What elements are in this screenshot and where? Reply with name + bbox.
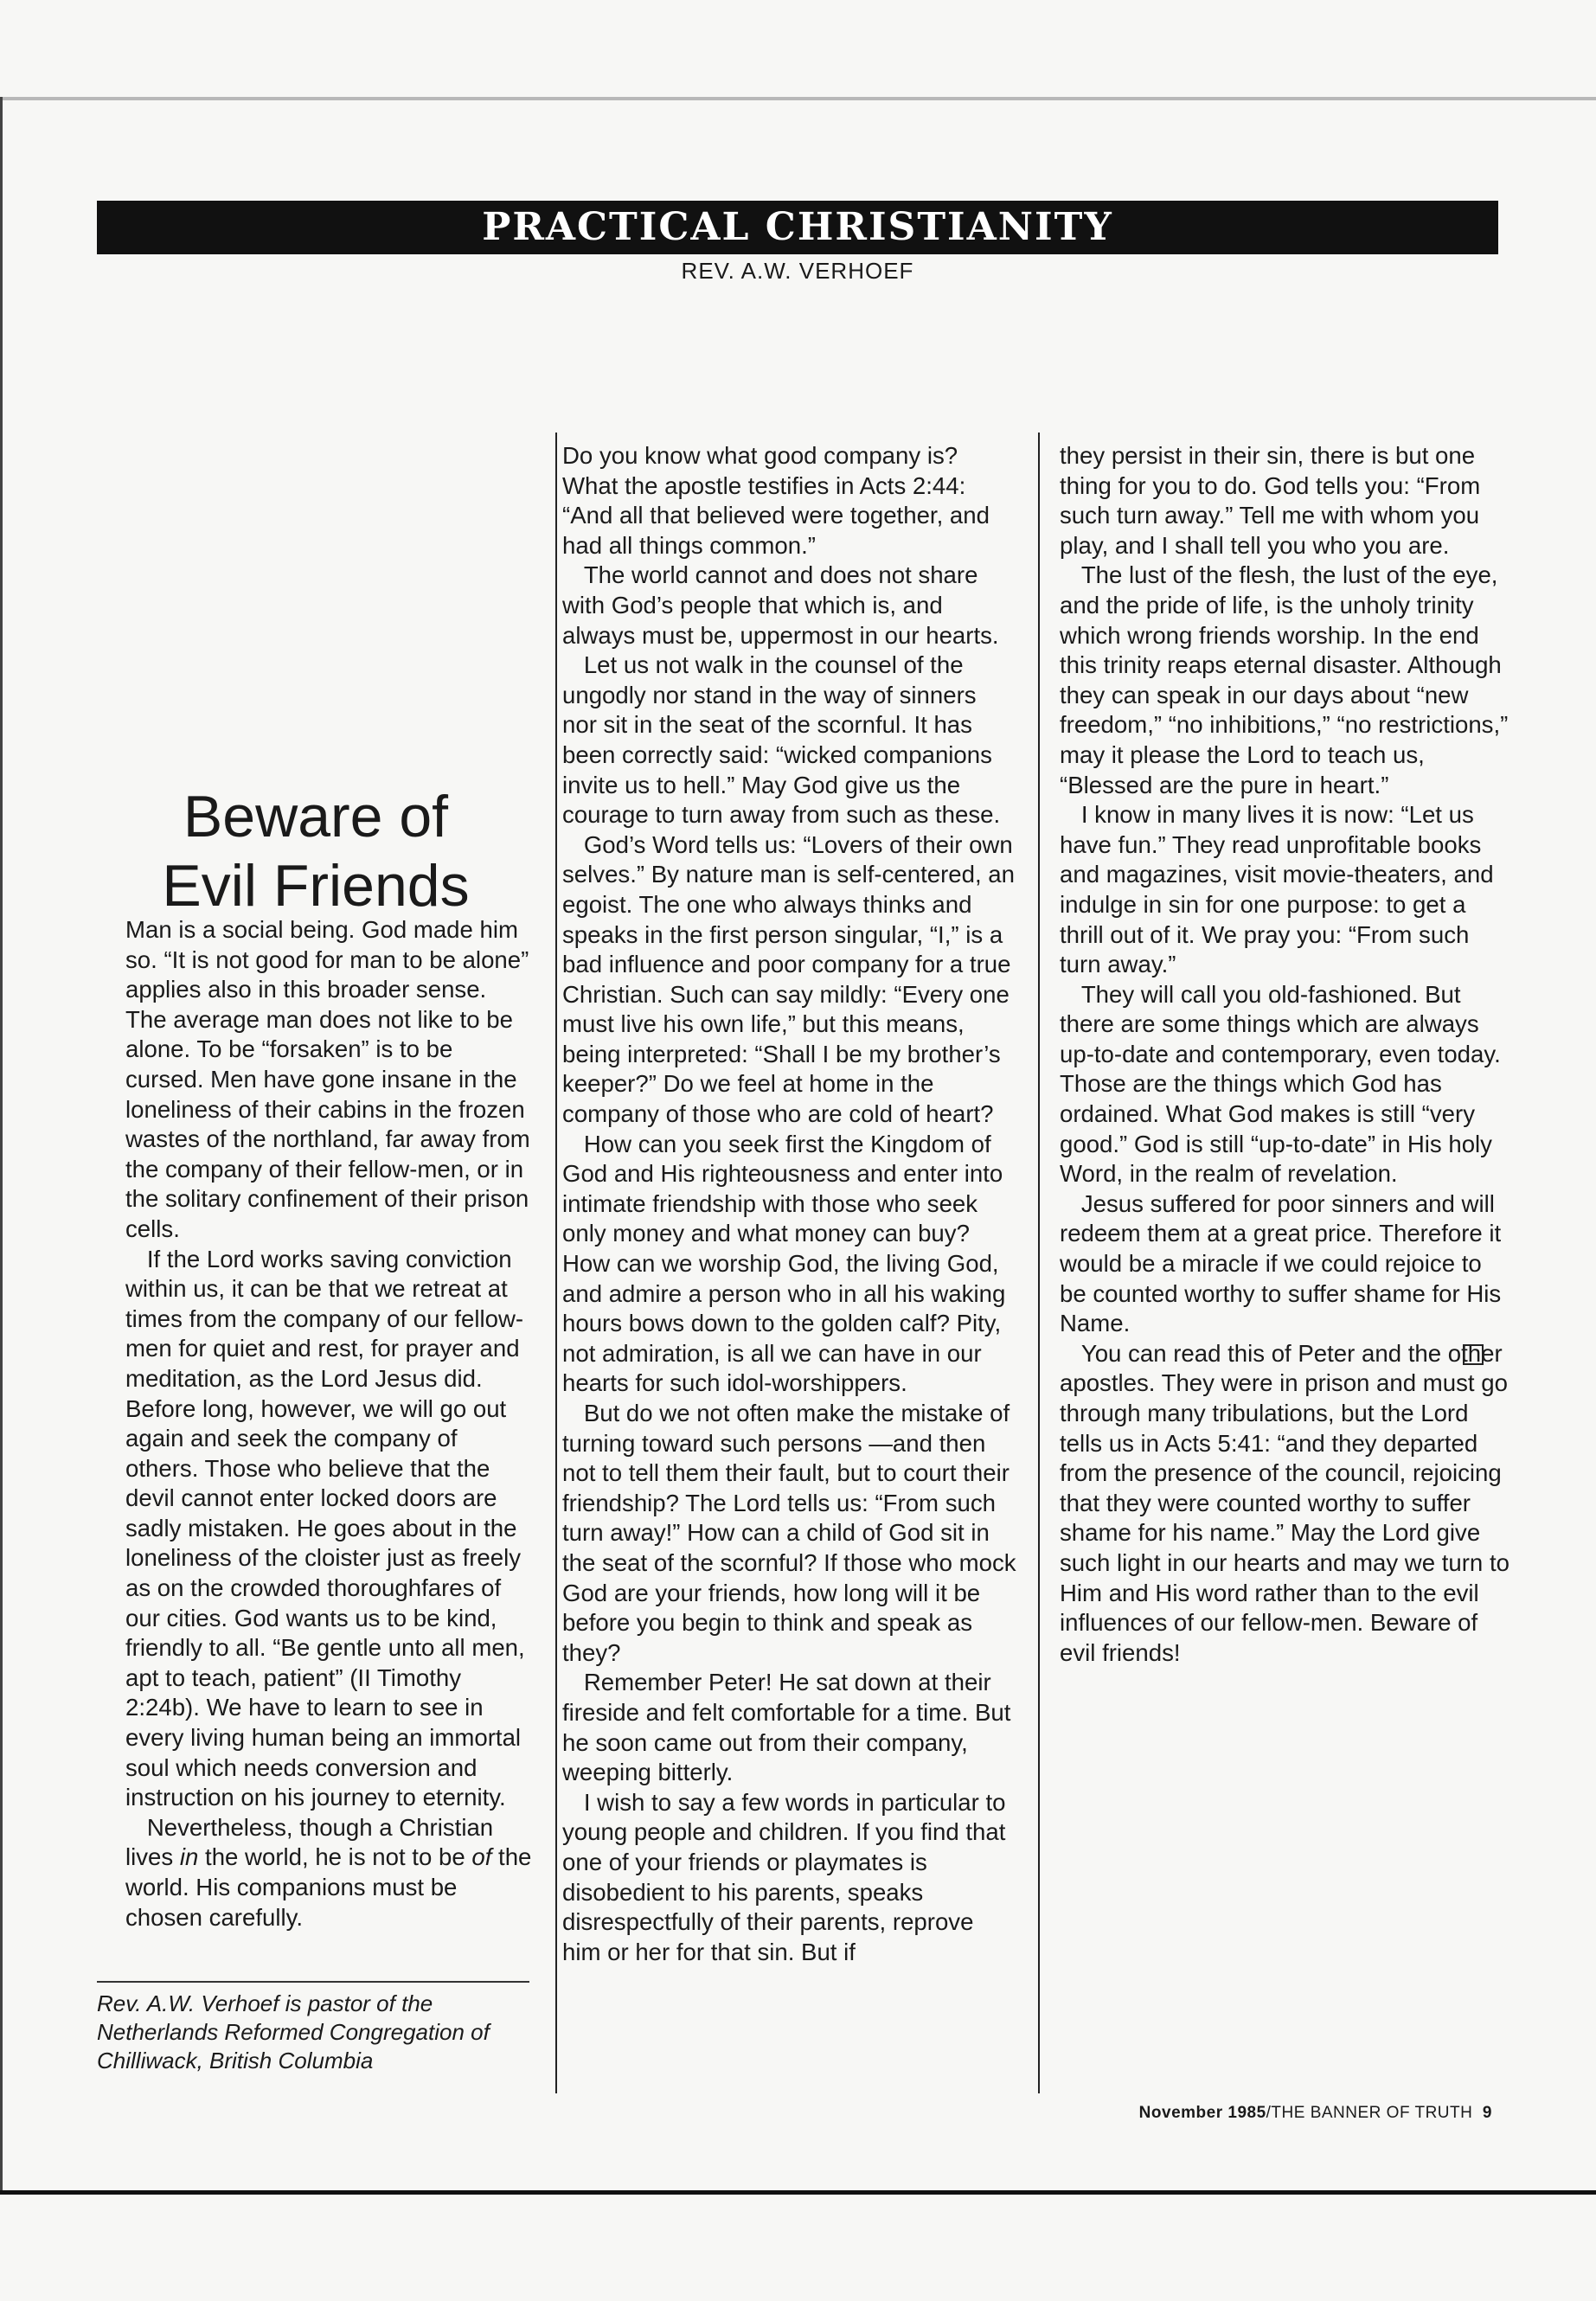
bio-divider <box>97 1981 529 1983</box>
paragraph: Let us not walk in the counsel of the ungodly nor stand in the way of sinners nor sit in the seat of the scornful. It has been correctly said: “wicked companions invite us to hell.” May God give us the courage to turn away from such as these. <box>562 651 1001 829</box>
column-1 <box>125 915 532 1932</box>
paragraph: The lust of the flesh, the lust of the eye, and the pride of life, is the unholy trinity which wrong friends worship. In the end this trinity reaps eternal disaster. Although they can speak in our days about “new freedom,” “no inhibitions,” “no restrictions,” may it please the Lord to teach us, “Blessed are the pure in heart.” <box>1060 561 1509 798</box>
paragraph: Jesus suffered for poor sinners and will redeem them at a great price. Therefore it would be a miracle if we could rejoice to be counted worthy to suffer shame for His Name. <box>1060 1189 1502 1337</box>
page-footer <box>1139 2104 1492 2123</box>
page-top-edge <box>0 97 1596 100</box>
paragraph <box>125 1813 532 1932</box>
page-number: 9 <box>1482 2104 1492 2122</box>
paragraph: The world cannot and does not share with God’s people that which is, and always must be, uppermost in our hearts. <box>562 561 999 649</box>
paragraph <box>1060 1339 1509 1669</box>
paragraph: How can you seek first the Kingdom of God and His righteousness and enter into intimate friendship with those who seek only money and what money can buy? How can we worship God, the living God, and admire a person who in all his waking hours bows down to the golden calf? Pity, not admiration, is all we can have in our hearts for such idol-worshippers. <box>562 1130 1006 1397</box>
column-divider <box>555 433 557 2093</box>
column-2 <box>562 441 1016 1967</box>
italic-word: of <box>471 1843 492 1871</box>
article-title <box>99 782 532 920</box>
page-left-edge <box>0 97 3 2195</box>
section-banner: PRACTICAL CHRISTIANITY <box>97 201 1498 254</box>
column-3 <box>1060 441 1509 1668</box>
italic-word: in <box>179 1843 199 1871</box>
text-run: the world, he is not to be <box>198 1843 472 1871</box>
title-line-2: Evil Friends <box>162 852 470 919</box>
title-line-1: Beware of <box>183 783 449 849</box>
author-line: REV. A.W. VERHOEF <box>681 258 914 284</box>
paragraph: If the Lord works saving conviction within us, it can be that we retreat at times from the company of our fellow-men for quiet and rest, for prayer and meditation, as the Lord Jesus did. Before long, however, we will go out again and seek the company of others. Those who believe that the devil cannot enter locked doors are sadly mistaken. He goes about in the loneliness of the cloister just as freely as on the crowded thoroughfares of our cities. God wants us to be kind, friendly to all. “Be gentle unto all men, apt to teach, patient” (II Timothy 2:24b). We have to learn to see in every living human being an immortal soul which needs conversion and instruction on his journey to eternity. <box>125 1245 525 1811</box>
text-run: the world. His companions must be chosen carefully. <box>125 1843 532 1931</box>
paragraph: I know in many lives it is now: “Let us have fun.” They read unprofitable books and magazines, visit movie-theaters, and indulge in sin for one purpose: to get a thrill out of it. We pray you: “From such turn away.” <box>1060 801 1494 978</box>
paragraph: Man is a social being. God made him so. “It is not good for man to be alone” applies also in this broader sense. The average man does not like to be alone. To be “forsaken” is to be cursed. Men have gone insane in the loneliness of their cabins in the frozen wastes of the northland, far away from the company of their fellow-men, or in the solitary confinement of their prison cells. <box>125 916 530 1242</box>
paragraph: But do we not often make the mistake of turning toward such persons —and then not to tell them their fault, but to court their friendship? The Lord tells us: “From such turn away!” How can a child of God sit in the seat of the scornful? If those who mock God are your friends, how long will it be before you begin to think and speak as they? <box>562 1400 1016 1666</box>
paragraph: Do you know what good company is? What the apostle testifies in Acts 2:44: “And all that believed were together, and had all things common.” <box>562 442 990 559</box>
paragraph: they persist in their sin, there is but one thing for you to do. God tells you: “From such turn away.” Tell me with whom you play, and I shall tell you who you are. <box>1060 442 1481 559</box>
footer-publication: /THE BANNER OF TRUTH <box>1266 2104 1473 2122</box>
text-run: You can read this of Peter and the other apostles. They were in prison and must go through many tribulations, but the Lord tells us in Acts 5:41: “and they departed from the presence of the council, rejoicing that they were counted worthy to suffer shame for his name.” May the Lord give such light in our hearts and may we turn to Him and His word rather than to the evil influences of our fellow-men. Beware of evil friends! <box>1060 1339 1509 1666</box>
paragraph: Remember Peter! He sat down at their fireside and felt comfortable for a time. But he soon came out from their company, weeping bitterly. <box>562 1669 1011 1786</box>
paragraph: God’s Word tells us: “Lovers of their own selves.” By nature man is self-centered, an egoist. The one who always thinks and speaks in the first person singular, “I,” is a bad influence and poor company for a true Christian. Such can say mildly: “Every one must live his own life,” but this means, being interpreted: “Shall I be my brother’s keeper?” Do we feel at home in the company of those who are cold of heart? <box>562 830 1015 1128</box>
text-run: Nevertheless, though a Christian lives <box>125 1813 494 1871</box>
paragraph: I wish to say a few words in particular to young people and children. If you find that one of your friends or playmates is disobedient to his parents, speaks disrespectfully of their parents, reprove him or her for that sin. But if <box>562 1788 1006 1965</box>
column-divider <box>1038 433 1040 2093</box>
page-bottom-edge <box>0 2190 1596 2195</box>
end-of-article-icon <box>1463 1344 1484 1365</box>
author-bio: Rev. A.W. Verhoef is pastor of the Netherlands Reformed Congregation of Chilliwack, British Columbia <box>97 1990 490 2073</box>
paragraph: They will call you old-fashioned. But there are some things which are always up-to-date and contemporary, even today. Those are the things which God has ordained. What God makes is still “very good.” God is still “up-to-date” in His holy Word, in the realm of revelation. <box>1060 980 1501 1188</box>
footer-date: November 1985 <box>1138 2104 1266 2122</box>
